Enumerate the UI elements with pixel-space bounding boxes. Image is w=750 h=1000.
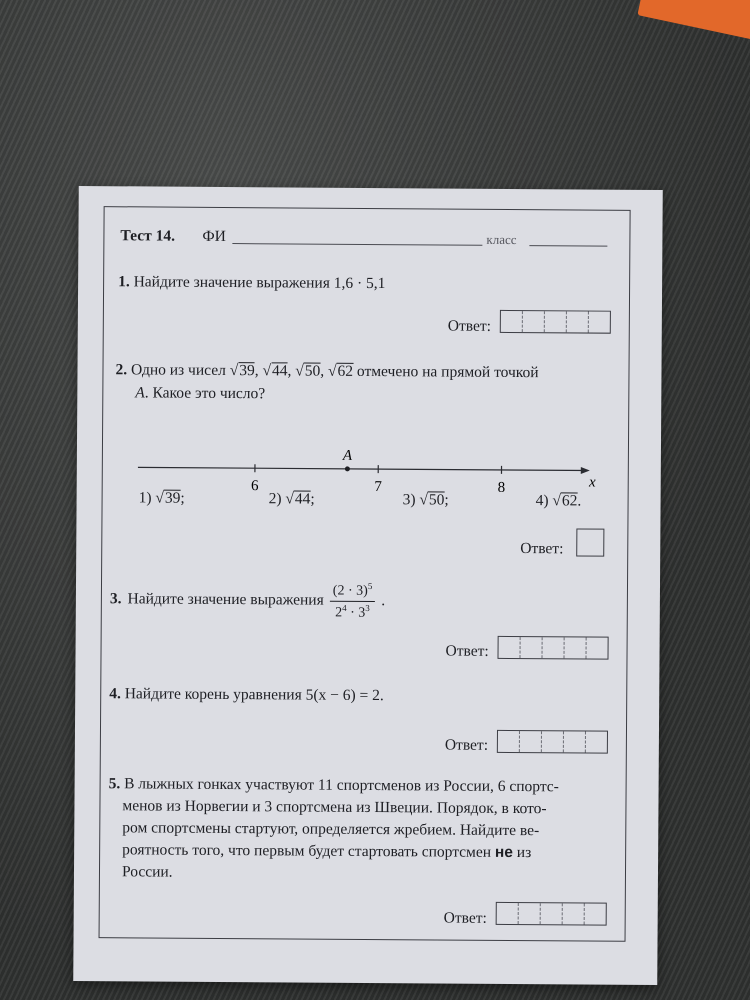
q5-line-2: менов из Норвегии и 3 спортсмена из Швеции. Порядок, в кото- [122, 797, 547, 818]
q3-end: . [381, 592, 386, 610]
q2-option-1-radicand: 39 [164, 489, 181, 507]
q2-option-2-num: 2) [268, 490, 282, 508]
q5-number: 5. [108, 775, 121, 793]
q2-option-4: 4) √62. [535, 492, 582, 510]
q4-number: 4. [109, 685, 121, 703]
question-5 [108, 773, 609, 886]
q2-answer-box[interactable] [576, 528, 604, 556]
q2-option-1-end: ; [180, 489, 185, 507]
q2-text-start: Одно из чисел [130, 361, 226, 380]
q2-option-3-radicand: 50 [428, 491, 445, 509]
point-a [345, 466, 350, 471]
q3-den-exp-2: 3 [365, 602, 370, 613]
question-4 [109, 685, 384, 705]
q2-radicand-2: 44 [271, 362, 288, 380]
tick-label-8: 8 [497, 479, 506, 496]
q4-answer-boxes[interactable] [497, 730, 608, 754]
q2-option-3: 3) √50; [402, 491, 449, 509]
q1-answer-label: Ответ: [447, 317, 492, 335]
q3-numerator-exp: 5 [367, 580, 373, 592]
q1-text: Найдите значение выражения 1,6 · 5,1 [133, 273, 386, 293]
q4-text: Найдите корень уравнения 5(x − 6) = 2. [124, 685, 384, 705]
q5-line-4-end: из [516, 844, 532, 862]
q3-numerator: (2 · 3) [332, 583, 368, 599]
point-a-label: A [342, 447, 353, 464]
name-line [232, 243, 482, 246]
q2-answer-label: Ответ: [520, 540, 564, 558]
q2-radicand-3: 50 [304, 362, 321, 380]
q3-den-base: 2 [335, 605, 343, 621]
axis-x-label: x [588, 474, 596, 491]
test-title: Тест 14. [120, 227, 176, 245]
q2-option-2-radicand: 44 [294, 490, 311, 508]
axis-line [138, 467, 588, 470]
q3-number: 3. [109, 590, 122, 608]
q5-line-4-start: роятность того, что первым будет стартовать спортсмен [122, 841, 492, 861]
question-3 [110, 579, 386, 621]
tick-label-7: 7 [374, 479, 382, 496]
q3-fraction [330, 581, 376, 622]
q2-option-2: 2) √44; [268, 490, 315, 508]
q1-number: 1. [118, 273, 130, 291]
q4-answer-label: Ответ: [444, 736, 489, 754]
q2-option-1-num: 1) [138, 489, 152, 507]
q2-option-3-num: 3) [402, 491, 416, 509]
q3-den-mid: · 3 [346, 605, 366, 621]
q2-point-name: A [135, 384, 145, 402]
axis-arrow [581, 467, 590, 474]
q5-line-5: России. [121, 863, 173, 881]
q3-answer-label: Ответ: [445, 642, 489, 660]
q3-text: Найдите значение выражения [127, 590, 324, 609]
q2-option-4-radicand: 62 [561, 492, 578, 510]
q5-answer-label: Ответ: [443, 909, 487, 927]
q1-answer-boxes[interactable] [500, 310, 611, 334]
q5-bold-word: не [494, 843, 513, 862]
q3-den-exp-1: 4 [342, 602, 347, 613]
q5-line-1: В лыжных гонках участвуют 11 спортсменов из России, 6 спортс- [124, 775, 559, 796]
number-line [138, 435, 598, 498]
tick-label-6: 6 [251, 478, 259, 495]
q2-line2-rest: . Какое это число? [144, 384, 266, 403]
q2-option-2-end: ; [310, 490, 315, 508]
q5-line-4 [108, 839, 608, 864]
q2-option-1: 1) √39; [138, 489, 185, 507]
q3-answer-boxes[interactable] [497, 636, 608, 660]
question-2-line-1: 2. Одно из чисел √39, √44, √50, √62 отмечено на прямой точкой [115, 361, 539, 382]
class-line [529, 245, 607, 247]
q2-number: 2. [115, 361, 128, 379]
q5-answer-boxes[interactable] [496, 902, 607, 926]
page-frame [99, 206, 631, 942]
q2-option-4-num: 4) [535, 492, 549, 510]
q2-option-4-end: . [577, 492, 582, 510]
class-label: класс [486, 231, 517, 248]
q2-radicand-4: 62 [337, 362, 354, 380]
question-1 [118, 273, 385, 293]
q2-option-3-end: ; [444, 491, 449, 509]
question-2-line-2 [135, 384, 265, 403]
q2-radicand-1: 39 [239, 362, 255, 380]
name-label: ФИ [202, 227, 226, 245]
test-paper [73, 186, 663, 985]
orange-object [637, 0, 750, 44]
q5-line-3: ром спортсмены стартуют, определяется жребием. Найдите ве- [122, 819, 540, 840]
q2-text-after: отмечено на прямой точкой [356, 362, 539, 382]
